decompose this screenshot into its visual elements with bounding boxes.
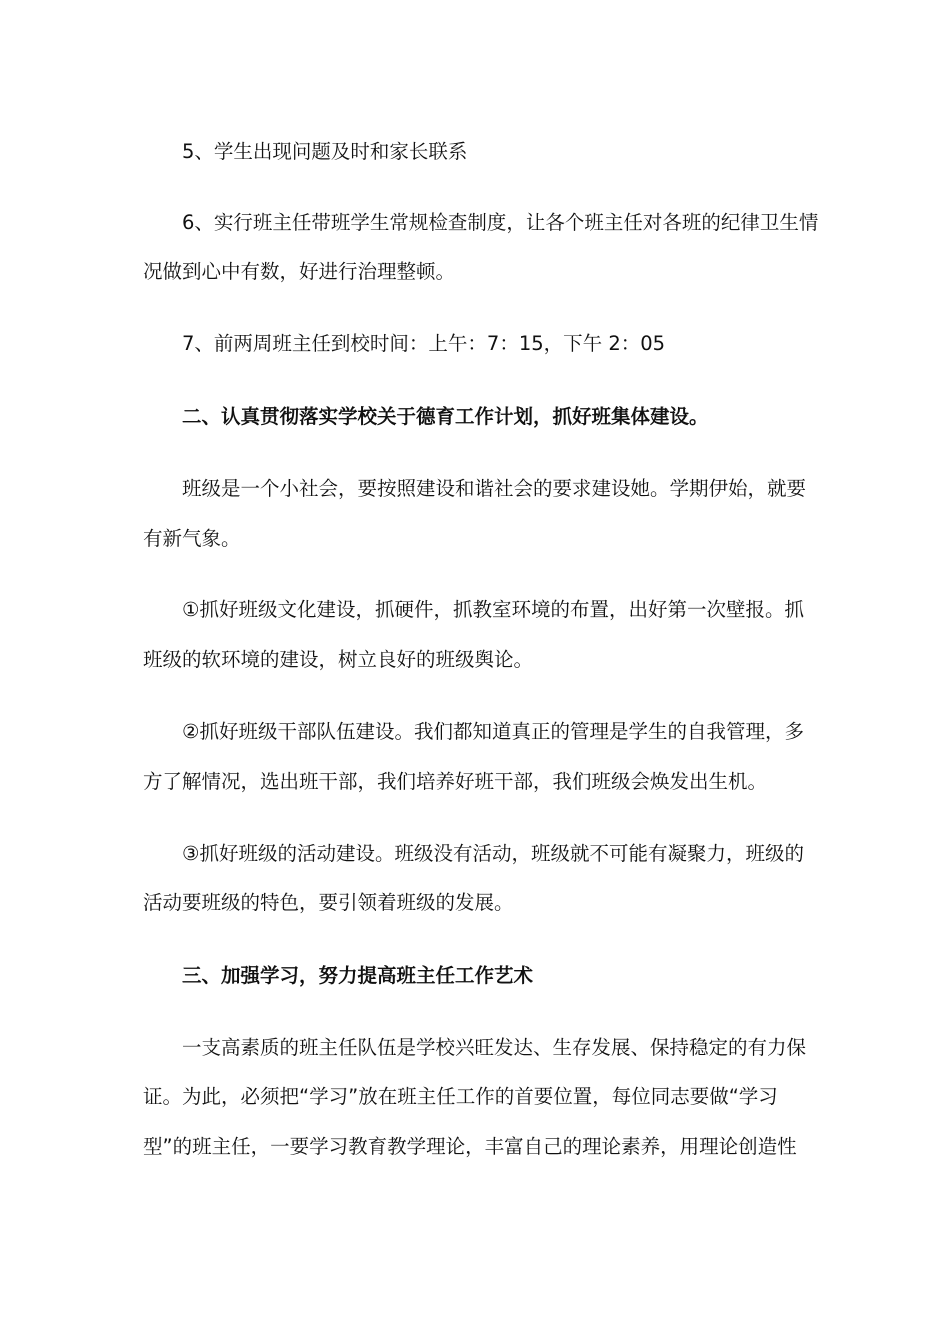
point-1-line-2: 班级的软环境的建设，树立良好的班级舆论。 [143,648,534,671]
paragraph-study-line-2: 证。为此，必须把“学习”放在班主任工作的首要位置，每位同志要做“学习 [143,1085,778,1108]
point-3-line-1: ③抓好班级的活动建设。班级没有活动，班级就不可能有凝聚力，班级的 [182,842,804,865]
point-1-line-1: ①抓好班级文化建设，抓硬件，抓教室环境的布置，出好第一次壁报。抓 [182,598,804,621]
point-2-line-2: 方了解情况，选出班干部，我们培养好班干部，我们班级会焕发出生机。 [143,770,768,793]
list-item-7: 7、前两周班主任到校时间：上午：7：15，下午 2：05 [182,332,666,355]
list-item-6-line-1: 6、实行班主任带班学生常规检查制度，让各个班主任对各班的纪律卫生情 [182,211,819,234]
paragraph-study-line-1: 一支高素质的班主任队伍是学校兴旺发达、生存发展、保持稳定的有力保 [182,1036,807,1059]
list-item-5: 5、学生出现问题及时和家长联系 [182,140,468,163]
paragraph-class-society-line-1: 班级是一个小社会，要按照建设和谐社会的要求建设她。学期伊始，就要 [182,477,807,500]
section-heading-3: 三、加强学习，努力提高班主任工作艺术 [182,964,534,987]
section-heading-2: 二、认真贯彻落实学校关于德育工作计划，抓好班集体建设。 [182,405,709,428]
paragraph-class-society-line-2: 有新气象。 [143,527,241,550]
paragraph-study-line-3: 型”的班主任，一要学习教育教学理论，丰富自己的理论素养，用理论创造性 [143,1135,797,1158]
list-item-6-line-2: 况做到心中有数，好进行治理整顿。 [143,260,456,283]
point-3-line-2: 活动要班级的特色，要引领着班级的发展。 [143,891,514,914]
point-2-line-1: ②抓好班级干部队伍建设。我们都知道真正的管理是学生的自我管理，多 [182,720,804,743]
